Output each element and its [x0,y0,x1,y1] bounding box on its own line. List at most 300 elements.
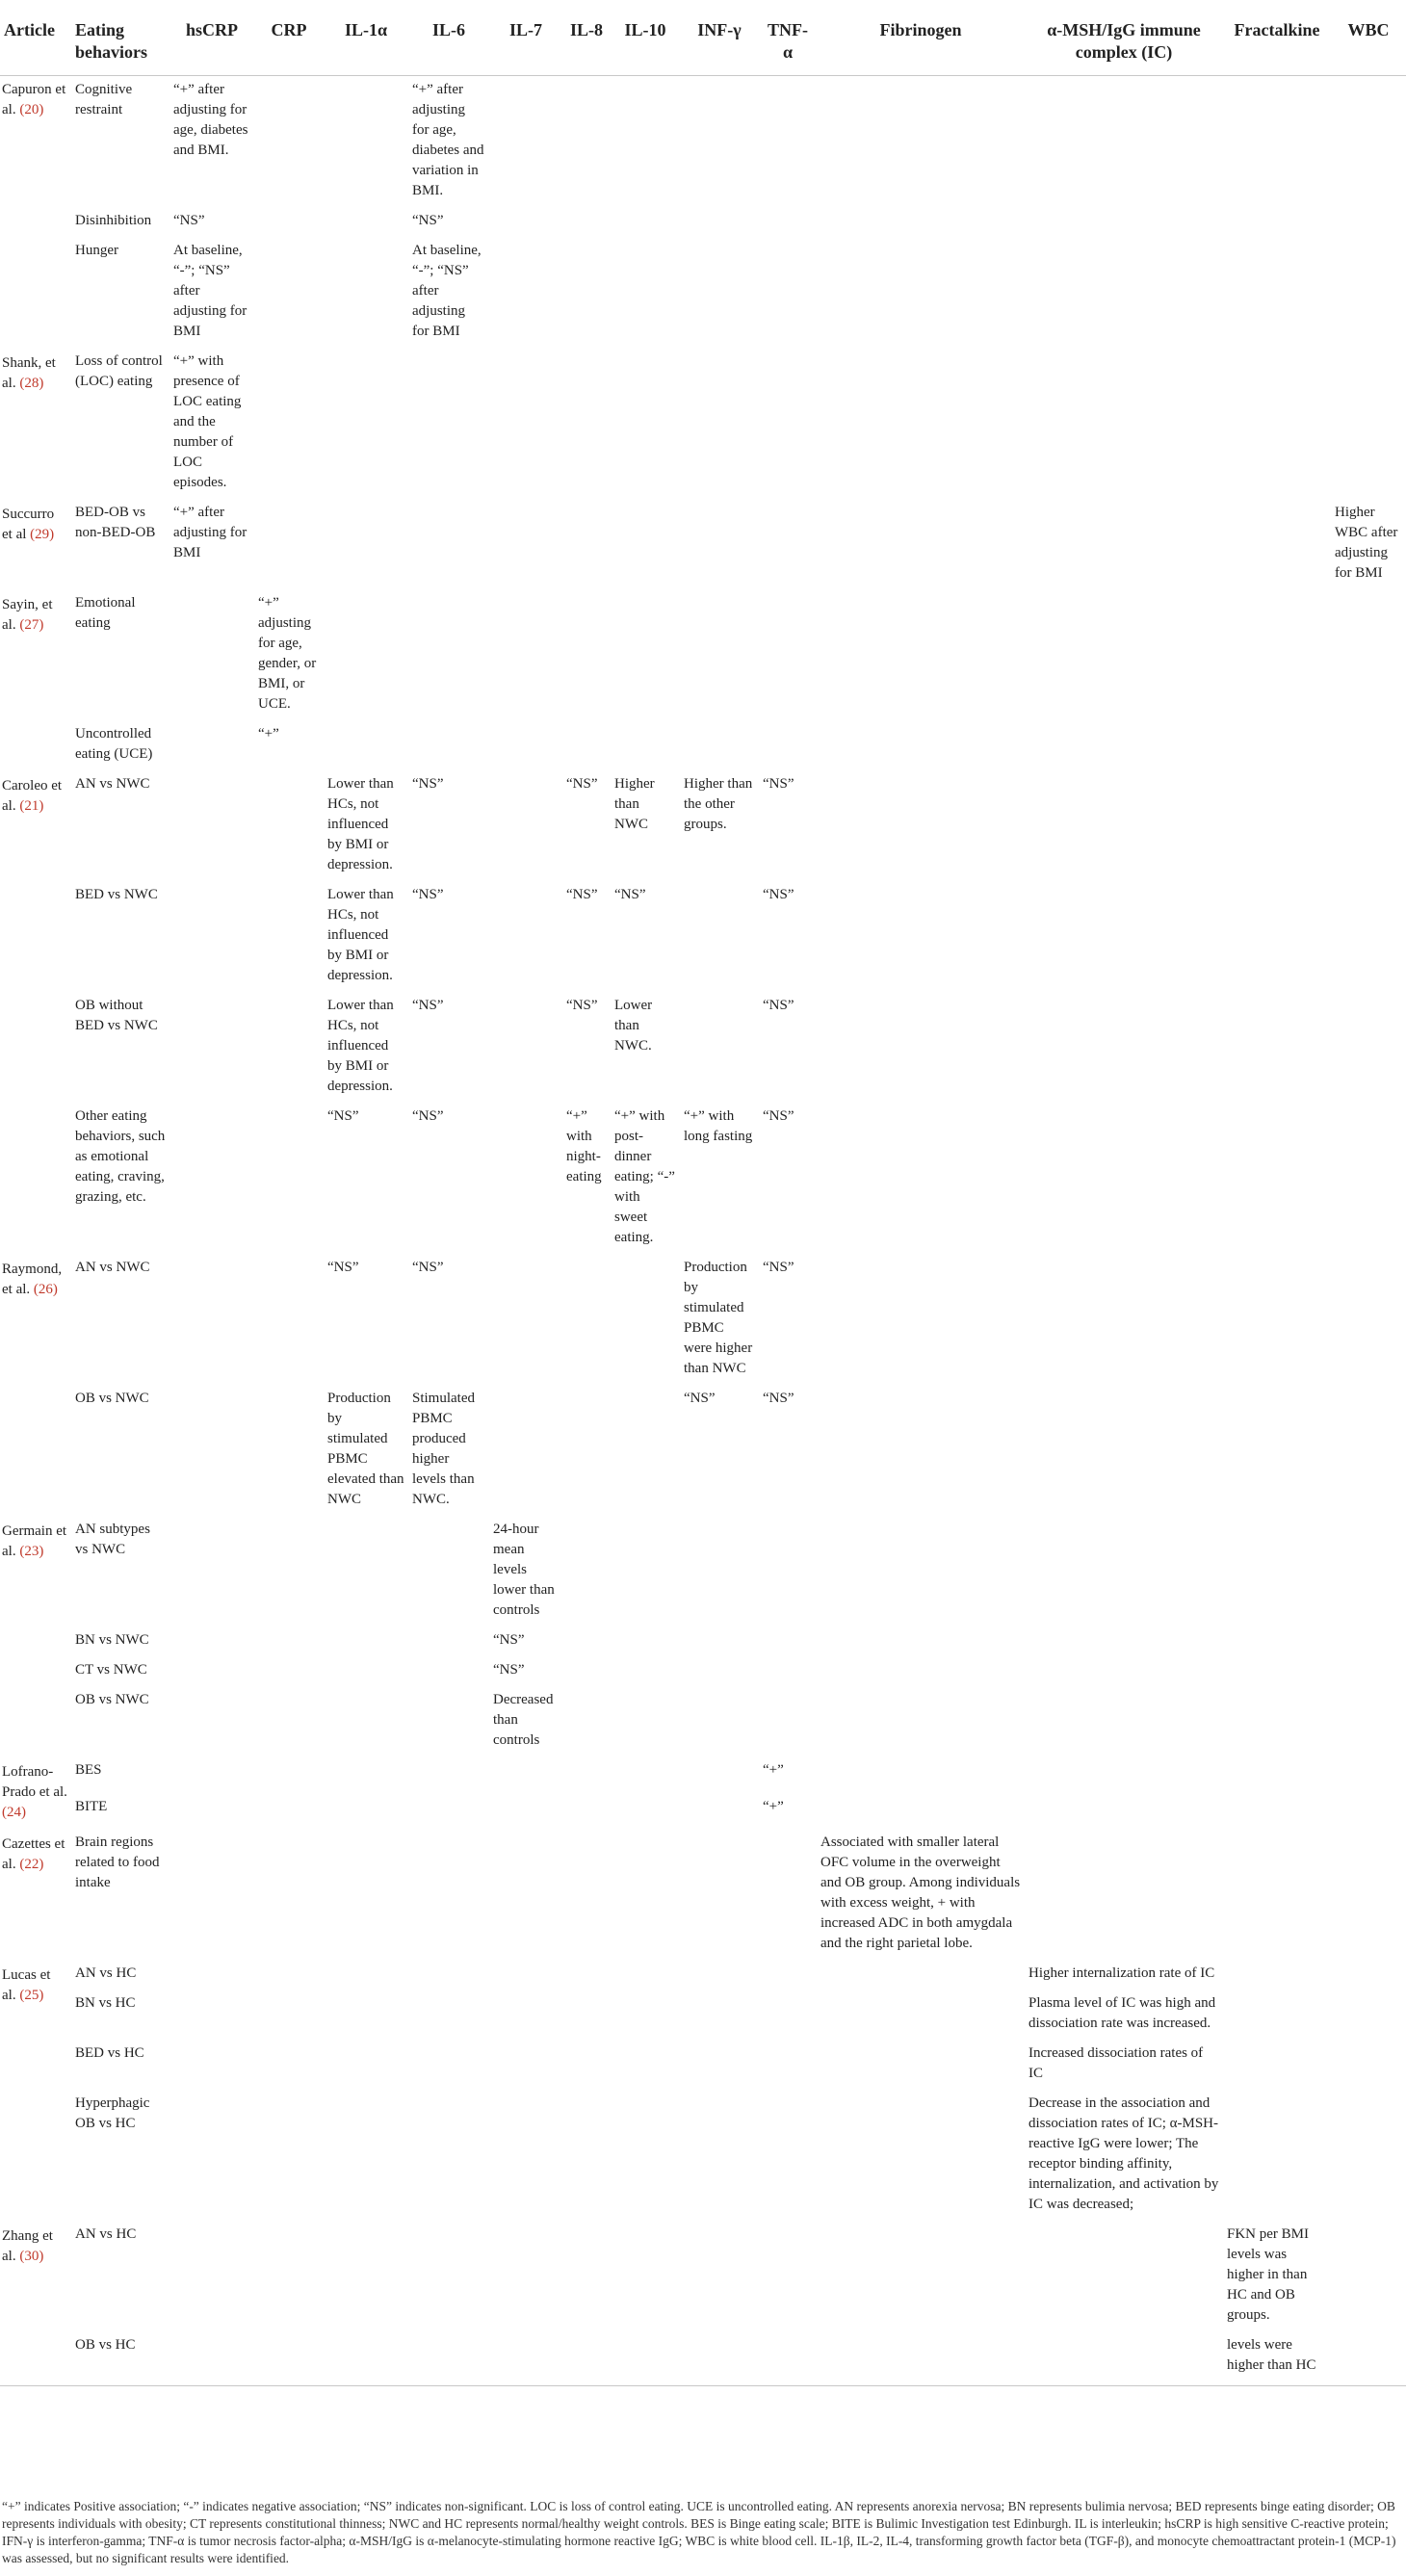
table-cell [562,1756,611,1793]
table-cell [169,1990,254,2040]
table-cell [489,992,562,1103]
table-cell: “NS” [412,213,444,228]
table-cell [169,1686,254,1756]
table-cell [680,207,759,237]
table-cell [324,1793,408,1830]
table-cell: Plasma level of IC was high and dissociation rate was increased. [1028,1995,1216,2031]
reference-link[interactable]: (21) [19,798,44,814]
table-cell [759,2221,817,2331]
table-cell: “NS” [763,1108,794,1124]
column-header: α-MSH/IgG immune complex (IC) [1025,10,1223,76]
table-cell [817,1103,1025,1254]
table-cell: “+” with night-eating [566,1108,602,1184]
table-cell [759,1960,817,1990]
table-cell [408,1829,489,1960]
table-cell: BES [75,1762,102,1778]
table-cell [1025,770,1223,881]
column-header: IL-8 [562,10,611,76]
table-cell: “NS” [493,1662,525,1678]
table-row [0,1960,1406,1990]
table-cell [489,1103,562,1254]
table-cell [611,2331,680,2386]
table-cell [254,881,324,992]
table-cell: Disinhibition [75,213,152,228]
table-cell: “NS” [412,1108,444,1124]
article-cell [0,1756,71,1829]
article-cell [0,589,71,770]
table-cell [817,499,1025,589]
table-cell [759,1829,817,1960]
table-cell [680,1960,759,1990]
table-cell [254,2040,324,2090]
table-cell: BN vs NWC [75,1632,149,1648]
article-cell [0,1829,71,1960]
table-cell [169,589,254,720]
column-header: hsCRP [169,10,254,76]
table-row [0,2090,1406,2221]
article-cell [0,348,71,499]
table-cell [408,1686,489,1756]
table-cell [817,770,1025,881]
table-cell [562,499,611,589]
table-cell [254,1626,324,1656]
article-name: Capuron et al. [2,82,66,117]
table-cell: Emotional eating [75,595,136,631]
table-cell [611,1829,680,1960]
table-cell: OB vs NWC [75,1692,149,1707]
table-cell: “+” with post-dinner eating; “-” with sweet eating. [614,1108,675,1245]
column-header: Fibrinogen [817,10,1025,76]
table-cell [1331,2221,1406,2331]
reference-link[interactable]: (27) [19,617,44,633]
table-cell [169,1960,254,1990]
table-cell [254,207,324,237]
table-cell [408,2040,489,2090]
table-cell [611,1385,680,1516]
table-cell [169,720,254,770]
table-cell: Higher than NWC [614,776,655,832]
table-row [0,1990,1406,2040]
table-cell [1223,992,1331,1103]
column-header: Fractalkine [1223,10,1331,76]
table-cell [1331,1254,1406,1385]
table-cell [1223,348,1331,499]
article-name: Germain et al. [2,1523,67,1559]
table-cell [1223,1793,1331,1830]
table-cell [562,589,611,720]
table-cell [254,2331,324,2386]
table-cell [254,1254,324,1385]
table-cell [169,2090,254,2221]
reference-link[interactable]: (22) [19,1857,44,1872]
table-cell: “+” with presence of LOC eating and the number of LOC episodes. [173,353,242,490]
article-name: Caroleo et al. [2,778,63,814]
table-cell [562,2331,611,2386]
table-cell [817,348,1025,499]
table-cell [1331,1516,1406,1626]
table-cell: “NS” [763,1260,794,1275]
table-cell [611,76,680,208]
table-cell [408,1626,489,1656]
table-cell [254,770,324,881]
table-cell: “NS” [763,998,794,1013]
table-cell: Higher than the other groups. [684,776,753,832]
table-cell [489,1829,562,1960]
table-cell [1331,207,1406,237]
table-cell [1223,237,1331,348]
table-cell [324,1656,408,1686]
table-cell [817,237,1025,348]
table-cell: Decreased than controls [493,1692,554,1748]
table-cell [254,2090,324,2221]
reference-link[interactable]: (25) [19,1988,44,2003]
reference-link[interactable]: (28) [19,376,44,391]
article-name: Succurro et al [2,507,55,542]
table-cell [1223,207,1331,237]
reference-link[interactable]: (23) [19,1544,44,1559]
table-cell [489,237,562,348]
column-header: Eating behaviors [71,10,169,76]
table-cell [1331,2090,1406,2221]
table-cell [324,2331,408,2386]
table-cell [562,76,611,208]
reference-link[interactable]: (20) [19,102,44,117]
table-cell: BED-OB vs non-BED-OB [75,505,156,540]
table-cell [1331,348,1406,499]
table-cell [489,207,562,237]
table-cell [169,1626,254,1656]
reference-link[interactable]: (30) [19,2249,44,2264]
table-cell [817,720,1025,770]
table-cell [680,1756,759,1793]
article-cell [0,76,71,349]
table-cell [254,1686,324,1756]
reference-link[interactable]: (26) [33,1282,58,1297]
table-cell [169,1516,254,1626]
table-cell [817,2221,1025,2331]
table-cell [408,348,489,499]
results-table [0,10,1406,2386]
table-cell [562,1626,611,1656]
table-cell [408,1516,489,1626]
table-cell [169,2040,254,2090]
table-cell [759,76,817,208]
table-cell [1331,720,1406,770]
table-footnote: “+” indicates Positive association; “-” indicates negative association; “NS” indicates non-significant. LOC is loss of control eating. UCE is uncontrolled eating. AN represents anorexia nervosa; BN represents bulimia nervosa; BED represents binge eating disorder; OB represents individuals with obesity; CT represents constitutional thinness; NWC and HC represents normal/healthy weight controls. BES is Binge eating scale; BITE is Bulimic Investigation test Edinburgh. IL is interleukin; hsCRP is high sensitive C-reactive protein; IFN-γ is interferon-gamma; TNF-α is tumor necrosis factor-alpha; α-MSH/IgG is α-melanocyte-stimulating hormone reactive IgG; WBC is white blood cell. IL-1β, IL-2, IL-4, transforming growth factor beta (TGF-β), and monocyte chemoattractant protein-1 (MCP-1) was assessed, but no significant results were identified. [2,2499,1396,2565]
table-cell: AN vs HC [75,2226,137,2242]
table-cell [759,499,817,589]
table-cell [489,881,562,992]
table-cell: Cognitive restraint [75,82,133,117]
table-cell [1025,1656,1223,1686]
table-cell: AN vs HC [75,1965,137,1981]
table-cell: AN subtypes vs NWC [75,1522,150,1557]
table-row [0,2331,1406,2386]
table-cell: “NS” [566,776,598,792]
header-row [0,10,1406,76]
table-cell [611,1516,680,1626]
table-cell [1331,992,1406,1103]
article-cell [0,770,71,1254]
table-cell [817,1990,1025,2040]
table-cell [169,770,254,881]
table-cell [680,499,759,589]
table-cell [254,1656,324,1686]
table-cell [680,348,759,499]
table-cell [817,1656,1025,1686]
table-cell [611,207,680,237]
column-header: IL-10 [611,10,680,76]
table-cell [759,1686,817,1756]
table-row [0,76,1406,208]
table-cell [611,589,680,720]
table-cell: “NS” [412,776,444,792]
table-cell [1223,1516,1331,1626]
table-cell [408,720,489,770]
table-cell: BED vs NWC [75,887,158,902]
table-cell [1223,1103,1331,1254]
article-name: Sayin, et al. [2,597,53,633]
table-cell: Increased dissociation rates of IC [1028,2045,1204,2081]
table-cell [254,499,324,589]
table-cell [408,1756,489,1793]
table-cell: AN vs NWC [75,1260,150,1275]
table-cell [817,76,1025,208]
table-cell [680,1793,759,1830]
table-cell [1025,589,1223,720]
table-cell: Decrease in the association and dissociation rates of IC; α-MSH-reactive IgG were lower; The receptor binding affinity, internalization, and activation by IC was decreased; [1028,2095,1219,2212]
table-cell [1331,1656,1406,1686]
table-cell [611,720,680,770]
table-cell [1331,1829,1406,1960]
table-cell: BED vs HC [75,2045,144,2061]
table-cell [1223,2090,1331,2221]
table-cell: levels were higher than HC [1223,2331,1331,2386]
table-cell: BITE [75,1798,108,1814]
table-cell [324,207,408,237]
table-cell [680,1516,759,1626]
table-cell [611,2221,680,2331]
table-cell [1331,1990,1406,2040]
table-cell: “+” with long fasting [684,1108,753,1144]
table-cell [324,237,408,348]
table-cell [562,1960,611,1990]
table-cell [1331,1686,1406,1756]
table-cell [408,1656,489,1686]
table-cell [254,2221,324,2331]
table-cell [254,1793,324,1830]
table-cell [1223,589,1331,720]
table-cell [759,207,817,237]
table-cell [759,2331,817,2386]
table-cell [1331,2331,1406,2386]
table-cell [611,237,680,348]
table-cell [1223,1626,1331,1656]
article-name: Zhang et al. [2,2228,53,2264]
table-cell [1025,207,1223,237]
table-cell [324,1756,408,1793]
table-cell [562,1829,611,1960]
table-cell [1025,1254,1223,1385]
table-cell [1223,499,1331,589]
table-cell [1223,1829,1331,1960]
article-cell [0,1254,71,1516]
reference-link[interactable]: (24) [2,1805,26,1820]
table-cell [324,1990,408,2040]
table-cell [680,2221,759,2331]
table-row [0,589,1406,720]
table-cell [1223,1990,1331,2040]
table-cell: Hunger [75,243,118,258]
table-cell [408,499,489,589]
table-cell [1331,1756,1406,1793]
table-row [0,1626,1406,1656]
table-cell [169,1829,254,1960]
table-cell [169,2221,254,2331]
table-cell [611,1686,680,1756]
table-cell [611,2040,680,2090]
table-cell [680,1686,759,1756]
table-cell [817,2090,1025,2221]
table-cell [680,237,759,348]
table-cell [254,237,324,348]
table-cell [817,589,1025,720]
table-cell [489,720,562,770]
table-cell [1025,1686,1223,1756]
table-cell [611,348,680,499]
table-cell: “NS” [566,998,598,1013]
table-cell [254,76,324,208]
table-body [0,76,1406,2386]
table-cell [680,1626,759,1656]
table-cell [254,1990,324,2040]
table-cell [1025,1385,1223,1516]
table-cell [254,1960,324,1990]
article-cell [0,1516,71,1756]
table-cell [759,1516,817,1626]
column-header: WBC [1331,10,1406,76]
table-cell [489,499,562,589]
table-cell: Associated with smaller lateral OFC volume in the overweight and OB group. Among individuals with excess weight, + with increased ADC in both amygdala and the right parietal lobe. [820,1834,1021,1951]
table-cell [562,207,611,237]
table-cell [324,1829,408,1960]
table-cell [1331,1626,1406,1656]
column-header: INF-γ [680,10,759,76]
table-cell [1223,1254,1331,1385]
table-cell [169,992,254,1103]
table-cell [489,348,562,499]
column-header: CRP [254,10,324,76]
table-cell: Stimulated PBMC produced higher levels than NWC. [412,1391,475,1507]
table-cell [489,1793,562,1830]
table-cell: Lower than HCs, not influenced by BMI or depression. [327,887,394,983]
table-row [0,1829,1406,1960]
table-cell [489,2090,562,2221]
table-row [0,1793,1406,1830]
table-cell [324,499,408,589]
table-cell [611,1656,680,1686]
table-cell [817,1626,1025,1656]
table-cell [1025,1516,1223,1626]
table-cell [1331,881,1406,992]
table-cell: OB vs HC [71,2331,169,2386]
article-cell [0,2221,71,2386]
table-cell [169,1756,254,1793]
table-cell [489,2040,562,2090]
table-cell [1025,237,1223,348]
table-cell: “+” adjusting for age, gender, or BMI, or UCE. [258,595,317,712]
table-cell [1223,2040,1331,2090]
table-cell [1223,720,1331,770]
table-cell [1025,1103,1223,1254]
table-row [0,1103,1406,1254]
table-cell [562,2221,611,2331]
table-cell [408,2090,489,2221]
table-cell [759,1626,817,1656]
table-cell [489,1990,562,2040]
table-cell [169,2331,254,2386]
table-cell: “NS” [763,776,794,792]
table-cell [680,992,759,1103]
table-cell [1223,1960,1331,1990]
table-cell [817,992,1025,1103]
table-cell: “NS” [173,213,205,228]
table-cell: OB without BED vs NWC [75,998,158,1033]
table-cell [1025,348,1223,499]
table-cell [489,1756,562,1793]
table-cell [817,1686,1025,1756]
table-cell [1025,1829,1223,1960]
table-cell: “NS” [684,1391,716,1406]
table-cell: “NS” [412,998,444,1013]
article-name: Cazettes et al. [2,1836,65,1872]
table-cell: Lower than HCs, not influenced by BMI or depression. [327,998,394,1094]
table-cell [1223,1686,1331,1756]
table-cell [1223,1656,1331,1686]
table-cell [680,2040,759,2090]
table-cell [324,2040,408,2090]
table-cell: “+” after adjusting for age, diabetes and BMI. [173,82,248,158]
table-cell [759,348,817,499]
table-cell: “NS” [566,887,598,902]
table-row [0,1686,1406,1756]
table-cell: “NS” [412,1260,444,1275]
table-cell [1025,1756,1223,1793]
table-cell: “+” after adjusting for age, diabetes and variation in BMI. [412,82,484,198]
table-cell [324,2221,408,2331]
table-cell [169,1656,254,1686]
table-cell [759,1656,817,1686]
table-cell [324,589,408,720]
table-cell [680,1656,759,1686]
reference-link[interactable]: (29) [30,527,55,542]
table-cell [324,348,408,499]
table-cell [611,499,680,589]
table-row [0,207,1406,237]
table-cell [759,2040,817,2090]
table-row [0,2040,1406,2090]
table-cell [169,1385,254,1516]
table-cell [1025,2221,1223,2331]
table-cell [1331,1960,1406,1990]
table-cell: “+” [258,726,279,742]
table-cell [611,1254,680,1385]
table-cell: Production by stimulated PBMC were higher than NWC [684,1260,753,1376]
table-cell [1331,1793,1406,1830]
table-cell [324,76,408,208]
table-cell [254,1756,324,1793]
table-cell [680,1990,759,2040]
